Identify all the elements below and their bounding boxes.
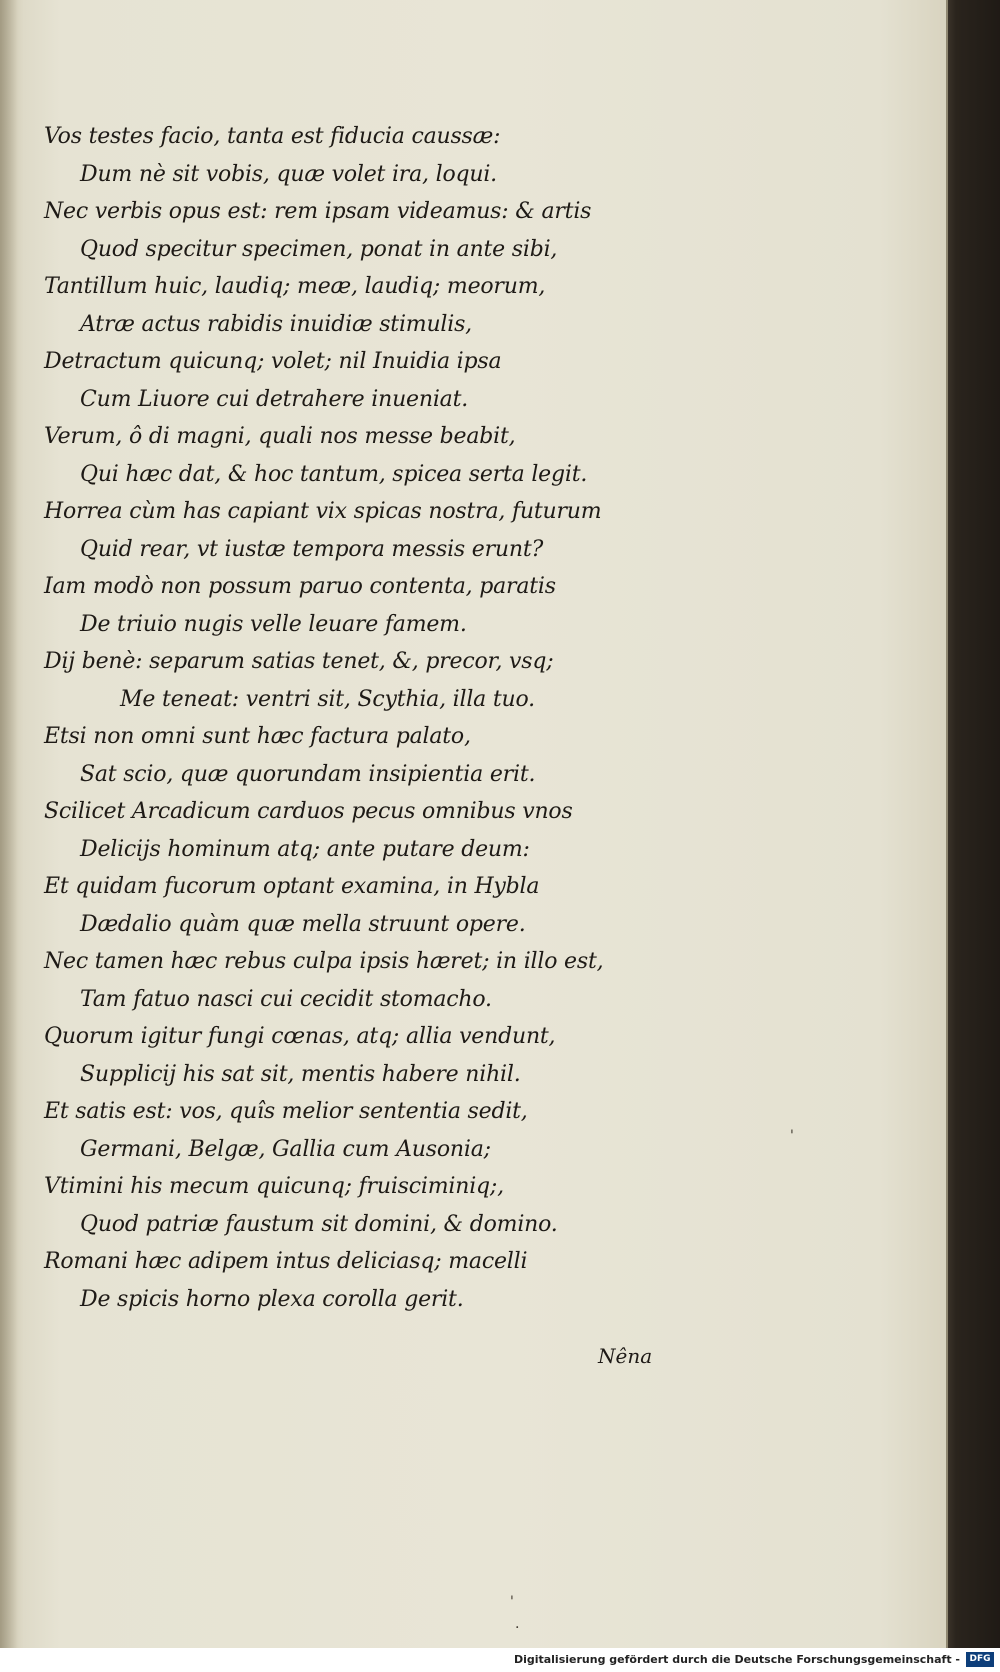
verse-line: Vos testes facio, tanta est fiducia caussæ: (44, 124, 501, 149)
verse-line: De triuio nugis velle leuare famem. (80, 611, 467, 637)
verse-line: Germani, Belgæ, Gallia cum Ausonia; (80, 1136, 491, 1162)
verse-line: Verum, ô di magni, quali nos messe beabit, (44, 424, 516, 449)
verse-line: Tantillum huic, laudiq; meæ, laudiq; meorum, (44, 274, 546, 299)
verse-line: Quid rear, vt iustæ tempora messis erunt? (80, 536, 544, 562)
ink-speck: ' (790, 1128, 794, 1144)
verse-line: Dij benè: separum satias tenet, &, precor, vsq; (44, 649, 554, 674)
book-edge (948, 0, 1000, 1648)
verse-line: Dum nè sit vobis, quæ volet ira, loqui. (80, 161, 497, 187)
dfg-logo: DFG (966, 1652, 994, 1667)
catchword: Nêna (598, 1344, 653, 1368)
verse-line: Quorum igitur fungi cœnas, atq; allia vendunt, (44, 1024, 556, 1049)
verse-line: Horrea cùm has capiant vix spicas nostra, futurum (44, 499, 602, 524)
verse-line: Delicijs hominum atq; ante putare deum: (80, 836, 530, 862)
verse-line: Et quidam fucorum optant examina, in Hybla (44, 874, 540, 899)
digitization-footer (0, 1648, 1000, 1672)
verse-line: Qui hæc dat, & hoc tantum, spicea serta legit. (80, 461, 588, 487)
gutter-shadow (0, 0, 18, 1648)
verse-line: Cum Liuore cui detrahere inueniat. (80, 386, 469, 412)
verse-line: Scilicet Arcadicum carduos pecus omnibus vnos (44, 799, 573, 824)
verse-line: Dædalio quàm quæ mella struunt opere. (80, 911, 526, 937)
verse-line: Iam modò non possum paruo contenta, paratis (44, 574, 556, 599)
verse-line: Atræ actus rabidis inuidiæ stimulis, (80, 311, 472, 337)
verse-line: Quod specitur specimen, ponat in ante sibi, (80, 236, 558, 262)
footer-credit: Digitalisierung gefördert durch die Deutsche Forschungsgemeinschaft - (513, 1653, 960, 1666)
verse-line: Quod patriæ faustum sit domini, & domino. (80, 1211, 558, 1237)
verse-block (44, 118, 684, 1318)
verse-line: De spicis horno plexa corolla gerit. (80, 1286, 464, 1312)
verse-line: Romani hæc adipem intus deliciasq; macelli (44, 1249, 528, 1274)
verse-line: Tam fatuo nasci cui cecidit stomacho. (80, 986, 492, 1012)
verse-line: Nec tamen hæc rebus culpa ipsis hæret; in illo est, (44, 949, 604, 974)
verse-line: Etsi non omni sunt hæc factura palato, (44, 724, 471, 749)
verse-line: Detractum quicunq; volet; nil Inuidia ipsa (44, 349, 502, 374)
verse-line: Me teneat: ventri sit, Scythia, illa tuo. (120, 686, 535, 712)
ink-speck: . (515, 1616, 520, 1632)
verse-line: Supplicij his sat sit, mentis habere nihil. (80, 1061, 521, 1087)
verse-line: Nec verbis opus est: rem ipsam videamus: & artis (44, 199, 592, 224)
ink-speck: ' (510, 1594, 514, 1610)
verse-line: Sat scio, quæ quorundam insipientia erit. (80, 761, 536, 787)
verse-line: Vtimini his mecum quicunq; fruisciminiq;, (44, 1174, 504, 1199)
verse-line: Et satis est: vos, quîs melior sententia sedit, (44, 1099, 528, 1124)
